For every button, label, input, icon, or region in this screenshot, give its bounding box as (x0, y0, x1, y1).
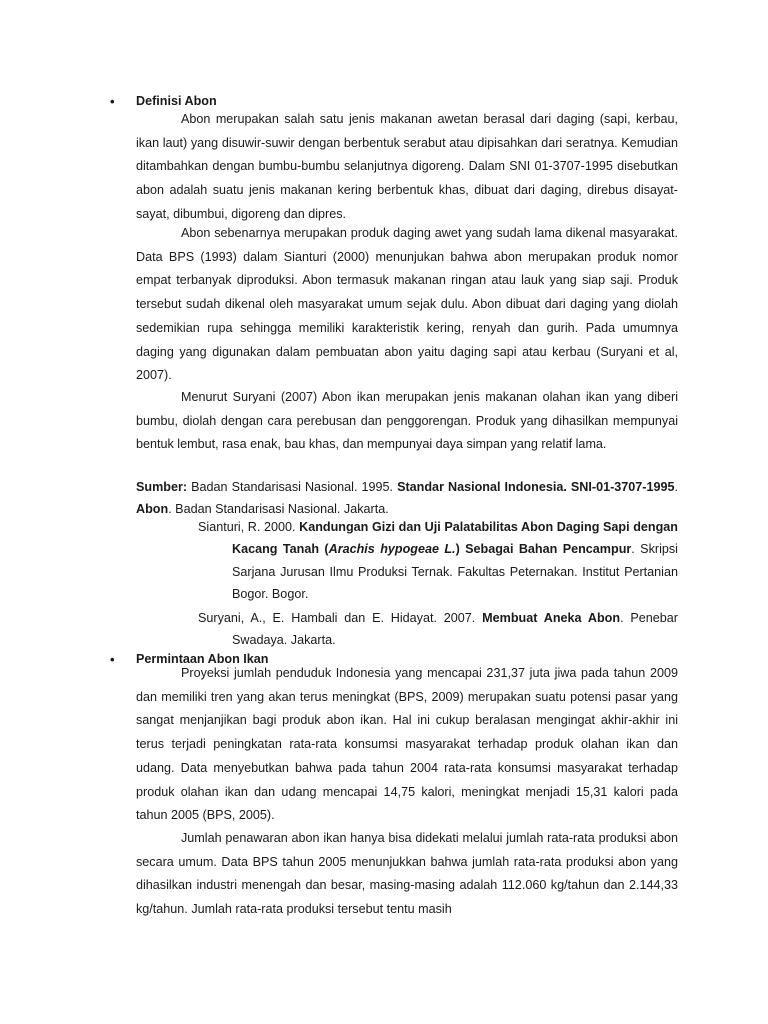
reference-title: Kandungan Gizi dan Uji Palatabilitas Abon Daging Sapi dengan Kacang Tanah ( (232, 520, 678, 557)
reference-text: Suryani, A., E. Hambali dan E. Hidayat. 2007. (198, 611, 483, 625)
reference-title: Standar Nasional Indonesia. SNI-01-3707-1995 (397, 480, 675, 494)
heading-text: Definisi Abon (136, 94, 217, 108)
reference-entry (198, 607, 678, 652)
paragraph: Abon sebenarnya merupakan produk daging awet yang sudah lama dikenal masyarakat. Data BPS (1993) dalam Sianturi (2000) menunjukan bahwa abon merupakan produk nomor empat terbanyak diproduksi. Abon termasuk makanan ringan atau lauk yang siap saji. Produk tersebut sudah dikenal oleh masyarakat umum sejak dulu. Abon dibuat dari daging yang diolah sedemikian rupa sehingga memiliki karakteristik kering, renyah dan gurih. Pada umumnya daging yang digunakan dalam pembuatan abon yaitu daging sapi atau kerbau (Suryani et al, 2007). (136, 226, 678, 383)
reference-text: . Badan Standarisasi Nasional. Jakarta. (168, 501, 389, 516)
reference-entry (198, 516, 678, 605)
paragraph: Abon merupakan salah satu jenis makanan awetan berasal dari daging (sapi, kerbau, ikan laut) yang disuwir-suwir dengan berbentuk serabut atau dipisahkan dari seratnya. Kemudian ditambahkan dengan bumbu-bumbu selanjutnya digoreng. Dalam SNI 01-3707-1995 disebutkan abon adalah suatu jenis makanan kering berbentuk khas, dibuat dari daging, direbus disayat-sayat, dibumbui, digoreng dan dipres. (136, 112, 678, 221)
paragraph: Menurut Suryani (2007) Abon ikan merupakan jenis makanan olahan ikan yang diberi bumbu, diolah dengan cara perebusan dan penggorengan. Produk yang dihasilkan mempunyai bentuk lembut, rasa enak, bau khas, dan mempunyai daya simpan yang relatif lama. (136, 390, 678, 452)
reference-entry (136, 477, 678, 521)
reference-text: . (674, 480, 678, 494)
paragraph: Proyeksi jumlah penduduk Indonesia yang mencapai 231,37 juta jiwa pada tahun 2009 dan memiliki tren yang akan terus meningkat (BPS, 2009) merupakan suatu potensi pasar yang sangat menjanjikan bagi produk abon ikan. Hal ini cukup beralasan mengingat akhir-akhir ini terus terjadi peningkatan rata-rata konsumsi masyarakat terhadap produk olahan ikan dan udang. Data menyebutkan bahwa pada tahun 2004 rata-rata konsumsi masyarakat terhadap produk olahan ikan dan udang mencapai 14,75 kalori, meningkat menjadi 15,31 kalori pada tahun 2005 (BPS, 2005). (136, 666, 678, 823)
reference-title: Abon (136, 501, 169, 516)
reference-text: . Penebar Swadaya. Jakarta. (232, 611, 678, 648)
reference-title: ) Sebagai Bahan Pencampur (455, 542, 632, 557)
reference-title-italic: Arachis hypogeae L. (328, 542, 456, 557)
heading-text: Permintaan Abon Ikan (136, 652, 269, 666)
bullet-icon: • (110, 94, 115, 109)
reference-text: Sianturi, R. 2000. (198, 520, 300, 534)
reference-text: Badan Standarisasi Nasional. 1995. (187, 480, 398, 494)
reference-title: Membuat Aneka Abon (482, 611, 621, 625)
reference-text: . Skripsi Sarjana Jurusan Ilmu Produksi Ternak. Fakultas Peternakan. Institut Pertanian Bogor. Bogor. (232, 542, 678, 601)
bullet-icon: • (110, 652, 115, 667)
paragraph: Jumlah penawaran abon ikan hanya bisa didekati melalui jumlah rata-rata produksi abon secara umum. Data BPS tahun 2005 menunjukkan bahwa jumlah rata-rata produksi abon yang dihasilkan industri menengah dan besar, masing-masing adalah 112.060 kg/tahun dan 2.144,33 kg/tahun. Jumlah rata-rata produksi tersebut tentu masih (136, 831, 678, 917)
source-label: Sumber: (136, 480, 188, 494)
